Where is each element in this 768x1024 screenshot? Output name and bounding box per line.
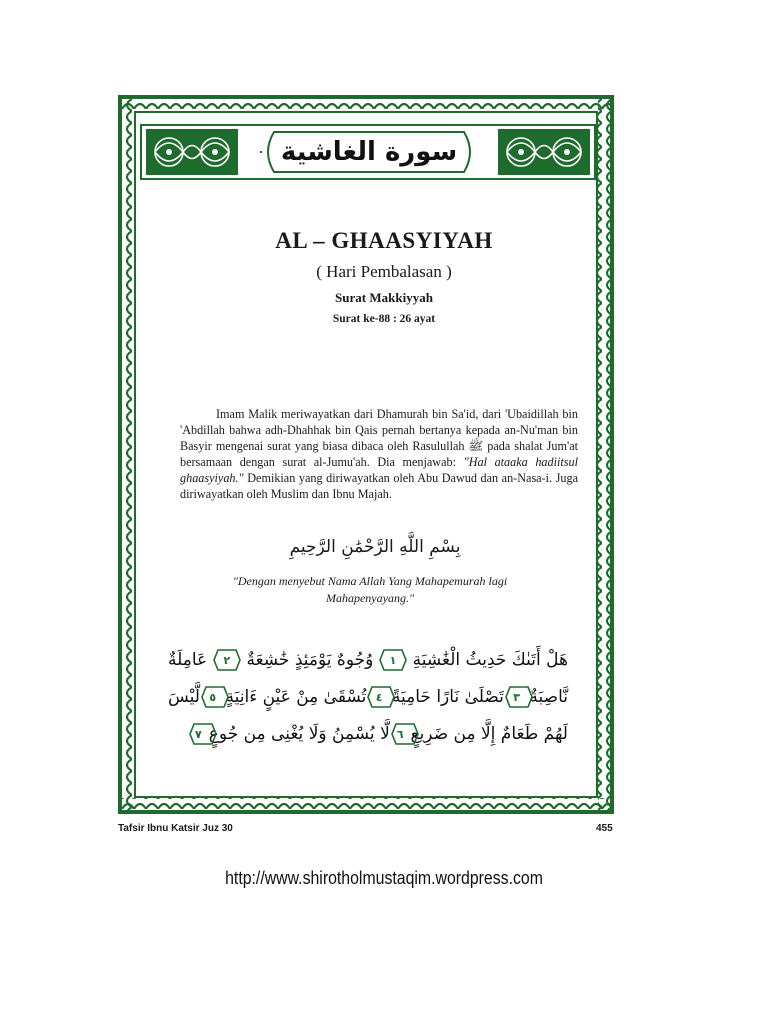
verse-number: ٢: [223, 653, 231, 667]
verse-text: عَامِلَةٌ: [168, 650, 208, 670]
arabesque-ornament-right-icon: [498, 129, 590, 175]
verse-number-marker: [390, 721, 411, 747]
arabesque-ornament-left-icon: [146, 129, 238, 175]
verse-text: هَلْ أَتَىٰكَ حَدِيثُ الْغَٰشِيَةِ: [412, 650, 568, 670]
surah-title: AL – GHAASYIYAH: [275, 228, 493, 253]
verse-number: ٦: [396, 727, 404, 741]
surah-number: Surat ke-88 : 26 ayat: [332, 313, 436, 325]
intro-text-after: Demikian yang diriwayatkan oleh Abu Dawud dan an-Nasa-i. Juga diriwayatkan oleh Muslim dan Ibnu Majah.: [180, 471, 578, 501]
verse-text: لَهُمْ طَعَامٌ إِلَّا مِن ضَرِيعٍ: [410, 724, 568, 744]
book-footer-title: Tafsir Ibnu Katsir Juz 30: [118, 823, 233, 834]
verse-number: ١: [389, 653, 397, 667]
verse-text: وُجُوهٌ يَوْمَئِذٍ خَٰشِعَةٌ: [246, 650, 374, 670]
verse-number-marker: [188, 721, 209, 747]
verse-number: ٤: [375, 690, 383, 704]
basmala-translation: "Dengan menyebut Nama Allah Yang Mahapemurah lagi Mahapenyayang.": [232, 574, 508, 605]
surah-subtitle: ( Hari Pembalasan ): [316, 262, 452, 281]
verse-number: ٥: [209, 690, 217, 704]
verse-number-marker: [504, 684, 530, 710]
verse-line-1: [168, 643, 568, 677]
verse-number: ٧: [195, 727, 202, 741]
source-url-link[interactable]: http://www.shirotholmustaqim.wordpress.com: [225, 868, 543, 888]
verse-line-2: [168, 680, 568, 714]
verse-number-marker: [200, 684, 226, 710]
verse-number: ٣: [513, 690, 520, 704]
verse-text: تَصْلَىٰ نَارًا حَامِيَةً: [391, 687, 504, 707]
verse-text: نَّاصِبَةٌ: [529, 687, 568, 707]
intro-text-before: Imam Malik meriwayatkan dari Dhamurah bin Sa'id, dari 'Ubaidillah bin 'Abdillah bahwa adh-Dhahhak bin Qais pernah bertanya kepada an-Nu'man bin Basyir mengenai surat yang biasa dibaca oleh Rasulullah ﷺ pada shalat Jum'at bersamaan dengan surat al-Jumu'ah. Dia menjawab:: [180, 407, 578, 469]
verse-number-marker: [366, 684, 392, 710]
verse-text: لَّا يُسْمِنُ وَلَا يُغْنِى مِن جُوعٍ: [208, 724, 390, 744]
verse-number-marker: [378, 647, 408, 673]
surah-arabic-title: سورة الغاشية: [280, 137, 458, 167]
page-number: 455: [596, 823, 613, 834]
surah-type: Surat Makkiyyah: [335, 290, 433, 305]
basmala-arabic: بِسْمِ اللَّهِ الرَّحْمَٰنِ الرَّحِيمِ: [289, 537, 461, 557]
verse-line-3: [188, 717, 568, 751]
verse-text: تُسْقَىٰ مِنْ عَيْنٍ ءَانِيَةٍ: [225, 687, 367, 707]
intro-paragraph: [180, 406, 578, 502]
intro-quote: "Hal ataaka hadiitsul ghaasyiyah.": [180, 455, 578, 485]
verse-text: لَّيْسَ: [168, 687, 200, 707]
verse-number-marker: [212, 647, 242, 673]
surah-banner: [140, 124, 596, 180]
